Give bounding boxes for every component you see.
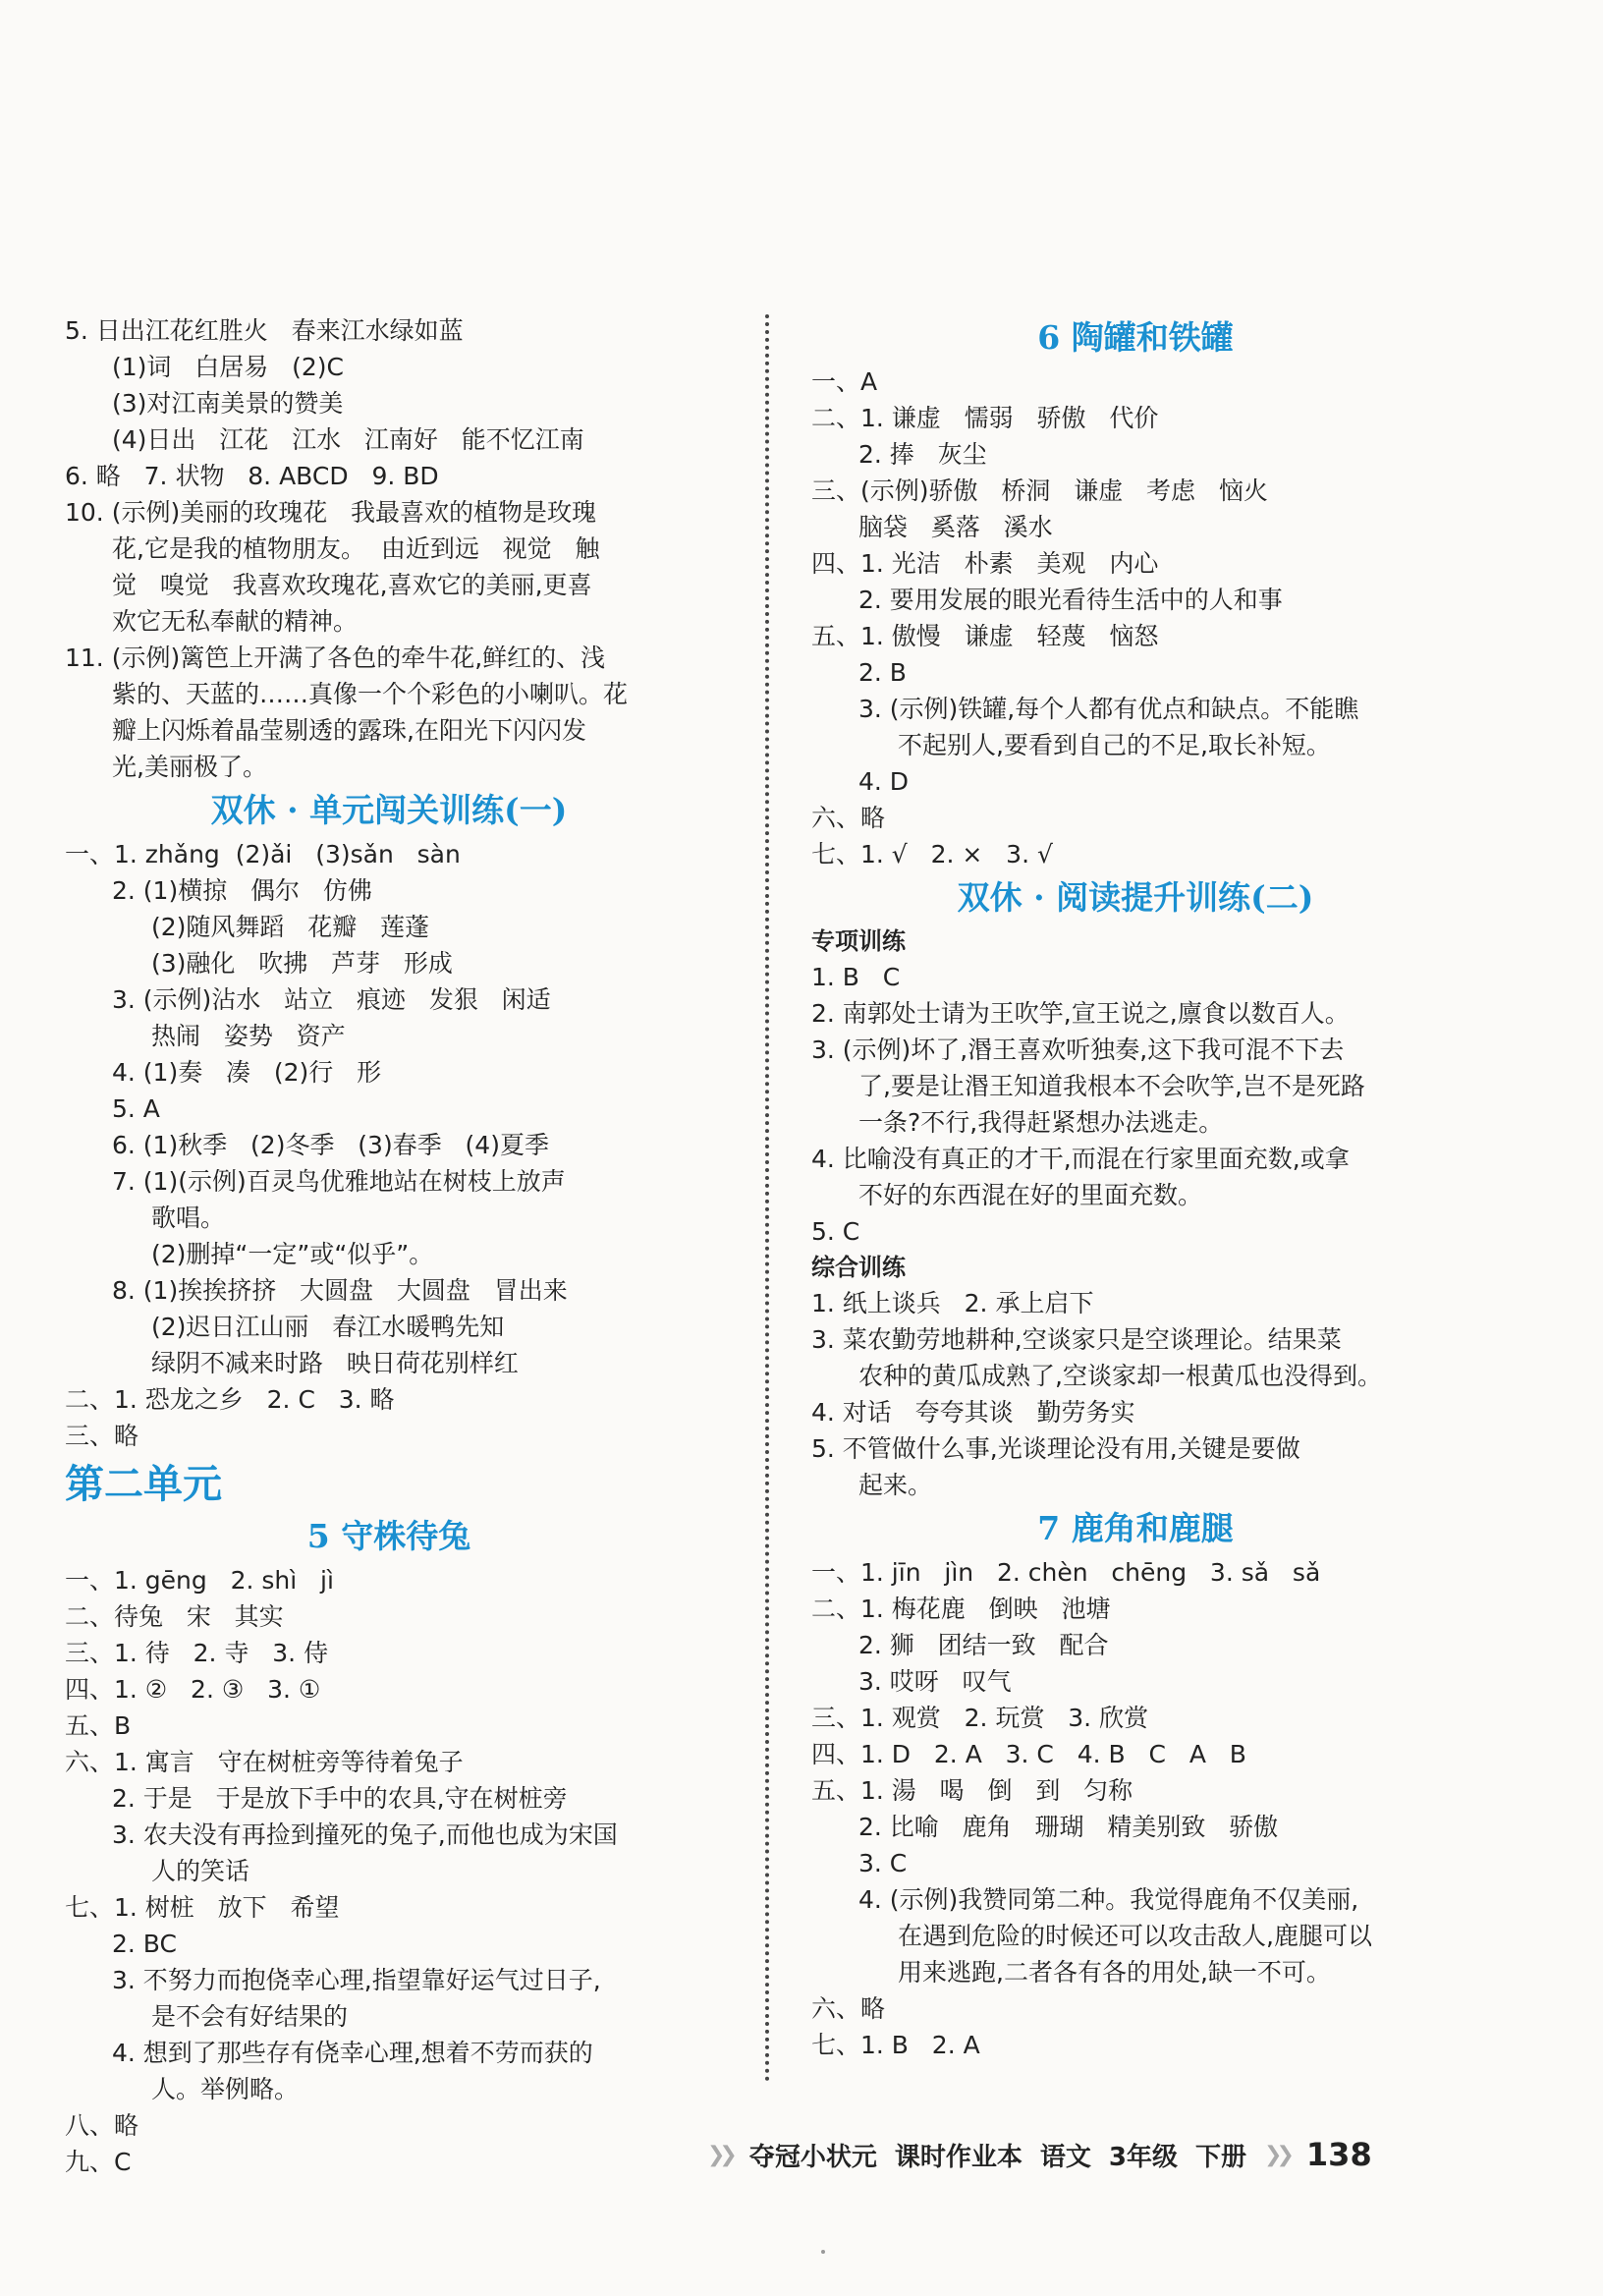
answer-line: 欢它无私奉献的精神。 [112, 607, 359, 636]
answer-line: 5. 不管做什么事,光谈理论没有用,关键是要做 [811, 1434, 1300, 1463]
answer-line: 2. 于是 于是放下手中的农具,守在树桩旁 [112, 1784, 568, 1813]
answer-line: 2. 比喻 鹿角 珊瑚 精美别致 骄傲 [858, 1813, 1279, 1841]
answer-line: 二、1. 恐龙之乡 2. C 3. 略 [65, 1385, 395, 1414]
answer-line: 三、(示例)骄傲 桥洞 谦虚 考虑 恼火 [811, 476, 1268, 505]
page-number: 138 [1305, 2136, 1372, 2173]
answer-line: 瓣上闪烁着晶莹剔透的露珠,在阳光下闪闪发 [112, 716, 586, 745]
answer-line: 3. 农夫没有再捡到撞死的兔子,而他也成为宋国 [112, 1820, 618, 1849]
answer-line: 2. 捧 灰尘 [858, 440, 987, 469]
answer-line: 5. A [112, 1094, 160, 1123]
answer-line: 四、1. 光洁 朴素 美观 内心 [811, 549, 1159, 578]
answer-line: 四、1. D 2. A 3. C 4. B C A B [811, 1740, 1246, 1768]
section-title: 7 鹿角和鹿腿 [1037, 1509, 1234, 1547]
subsection-label: 综合训练 [811, 1254, 906, 1281]
answer-line: 脑袋 奚落 溪水 [858, 513, 1053, 541]
answer-line: 绿阴不减来时路 映日荷花别样红 [151, 1349, 519, 1377]
answer-line: 一、1. jīn jìn 2. chèn chēng 3. sǎ sǎ [811, 1558, 1321, 1587]
answer-line: 六、略 [811, 1994, 886, 2023]
answer-line: 二、待兔 宋 其实 [65, 1602, 284, 1631]
answer-line: 一条?不行,我得赶紧想办法逃走。 [858, 1108, 1224, 1137]
footer-grade: 3年级 [1108, 2142, 1179, 2172]
answer-line: (3)对江南美景的赞美 [112, 389, 344, 418]
answer-line: 起来。 [858, 1471, 933, 1499]
answer-line: 五、1. 傲慢 谦虚 轻蔑 恼怒 [811, 622, 1159, 650]
answer-line: 6. (1)秋季 (2)冬季 (3)春季 (4)夏季 [112, 1131, 549, 1159]
scan-dot [821, 2250, 825, 2254]
answer-line: 五、B [65, 1711, 132, 1740]
answer-line: 11. (示例)篱笆上开满了各色的牵牛花,鲜红的、浅 [65, 644, 606, 672]
answer-line: (4)日出 江花 江水 江南好 能不忆江南 [112, 425, 584, 454]
answer-line: 七、1. 树桩 放下 希望 [65, 1893, 340, 1922]
answer-line: 七、1. √ 2. × 3. √ [811, 840, 1053, 868]
answer-line: 3. 不努力而抱侥幸心理,指望靠好运气过日子, [112, 1966, 601, 1994]
answer-line: 一、1. zhǎng (2)ǎi (3)sǎn sàn [65, 840, 461, 868]
answer-line: 8. (1)挨挨挤挤 大圆盘 大圆盘 冒出来 [112, 1276, 568, 1305]
subsection-label: 专项训练 [811, 927, 906, 955]
left-column [65, 312, 713, 2180]
answer-line: 4. D [858, 767, 910, 796]
answer-line: 3. 哎呀 叹气 [858, 1667, 1012, 1696]
answer-line: 5. 日出江花红胜火 春来江水绿如蓝 [65, 316, 464, 345]
answer-line: 2. BC [112, 1930, 177, 1958]
answer-line: 六、略 [811, 804, 886, 832]
answer-line: 二、1. 谦虚 懦弱 骄傲 代价 [811, 404, 1159, 432]
section-title: 6 陶罐和铁罐 [1037, 318, 1234, 357]
answer-line: 七、1. B 2. A [811, 2031, 980, 2059]
answer-line: 2. B [858, 658, 907, 687]
answer-line: 人的笑话 [151, 1857, 250, 1885]
answer-line: 4. (示例)我赞同第二种。我觉得鹿角不仅美丽, [858, 1885, 1359, 1914]
answer-line: 5. C [811, 1217, 860, 1246]
answer-line: 3. 菜农勤劳地耕种,空谈家只是空谈理论。结果菜 [811, 1325, 1342, 1354]
answer-line: 4. (1)奏 凑 (2)行 形 [112, 1058, 382, 1087]
footer-volume: 下册 [1195, 2142, 1247, 2172]
answer-line: 在遇到危险的时候还可以攻击敌人,鹿腿可以 [898, 1922, 1372, 1950]
section-title: 双休 · 阅读提升训练(二) [957, 878, 1314, 917]
right-column [811, 312, 1460, 2063]
answer-line: 一、1. gēng 2. shì jì [65, 1566, 334, 1595]
footer-subject: 语文 [1039, 2142, 1091, 2172]
answer-line: (2)随风舞蹈 花瓣 莲蓬 [151, 913, 430, 941]
answer-line: (1)词 白居易 (2)C [112, 353, 344, 381]
answer-line: 4. 比喻没有真正的才干,而混在行家里面充数,或拿 [811, 1145, 1350, 1173]
answer-line: 三、1. 观赏 2. 玩赏 3. 欣赏 [811, 1704, 1149, 1732]
answer-line: 用来逃跑,二者各有各的用处,缺一不可。 [898, 1958, 1331, 1987]
answer-line: 光,美丽极了。 [112, 753, 267, 781]
answer-line: 歌唱。 [151, 1204, 226, 1232]
answer-line: 3. (示例)沾水 站立 痕迹 发狠 闲适 [112, 985, 551, 1014]
answer-line: 7. (1)(示例)百灵鸟优雅地站在树枝上放声 [112, 1167, 566, 1196]
answer-line: 八、略 [65, 2111, 139, 2140]
answer-line: (2)迟日江山丽 春江水暖鸭先知 [151, 1313, 505, 1341]
answer-line: 三、1. 待 2. 寺 3. 侍 [65, 1639, 329, 1667]
answer-line: 花,它是我的植物朋友。 由近到远 视觉 触 [112, 534, 600, 563]
answer-line: 二、1. 梅花鹿 倒映 池塘 [811, 1595, 1111, 1623]
answer-line: 人。举例略。 [151, 2075, 300, 2103]
chevron-right-icon: ❯❯ [1264, 2142, 1289, 2167]
answer-line: 2. (1)横掠 偶尔 仿佛 [112, 876, 372, 905]
answer-line: 4. 对话 夸夸其谈 勤劳务实 [811, 1398, 1135, 1427]
answer-line: 2. 狮 团结一致 配合 [858, 1631, 1109, 1659]
chevron-right-icon: ❯❯ [707, 2142, 732, 2167]
column-divider [765, 314, 769, 2083]
answer-line: 10. (示例)美丽的玫瑰花 我最喜欢的植物是玫瑰 [65, 498, 597, 527]
answer-line: 1. B C [811, 963, 901, 991]
page-footer [707, 2132, 1372, 2177]
answer-line: 2. 南郭处士请为王吹竽,宣王说之,廪食以数百人。 [811, 999, 1350, 1028]
unit-title: 第二单元 [65, 1461, 222, 1507]
answer-line: 农种的黄瓜成熟了,空谈家却一根黄瓜也没得到。 [858, 1362, 1382, 1390]
answer-line: 四、1. ② 2. ③ 3. ① [65, 1675, 321, 1704]
answer-line: 紫的、天蓝的……真像一个个彩色的小喇叭。花 [112, 680, 629, 708]
answer-line: (3)融化 吹拂 芦芽 形成 [151, 949, 453, 978]
answer-line: 热闹 姿势 资产 [151, 1022, 346, 1050]
answer-line: 了,要是让湣王知道我根本不会吹竽,岂不是死路 [858, 1072, 1365, 1100]
answer-line: 三、略 [65, 1422, 139, 1450]
section-title: 双休 · 单元闯关训练(一) [210, 791, 568, 829]
answer-line: 3. (示例)坏了,湣王喜欢听独奏,这下我可混不下去 [811, 1036, 1345, 1064]
answer-line: 1. 纸上谈兵 2. 承上启下 [811, 1289, 1094, 1317]
answer-line: 不起别人,要看到自己的不足,取长补短。 [898, 731, 1331, 759]
answer-line: 是不会有好结果的 [151, 2002, 349, 2031]
answer-line: (2)删掉“一定”或“似乎”。 [151, 1240, 434, 1268]
answer-line: 六、1. 寓言 守在树桩旁等待着兔子 [65, 1748, 464, 1776]
answer-line: 3. (示例)铁罐,每个人都有优点和缺点。不能瞧 [858, 695, 1359, 723]
answer-line: 6. 略 7. 状物 8. ABCD 9. BD [65, 462, 439, 490]
answer-line: 2. 要用发展的眼光看待生活中的人和事 [858, 586, 1283, 614]
answer-line: 五、1. 湯 喝 倒 到 匀称 [811, 1776, 1133, 1805]
answer-line: 一、A [811, 367, 878, 396]
answer-line: 九、C [65, 2148, 132, 2176]
answer-line: 不好的东西混在好的里面充数。 [858, 1181, 1203, 1209]
footer-book: 课时作业本 [894, 2142, 1023, 2172]
section-title: 5 守株待兔 [306, 1517, 471, 1555]
answer-line: 觉 嗅觉 我喜欢玫瑰花,喜欢它的美丽,更喜 [112, 571, 592, 599]
answer-line: 4. 想到了那些存有侥幸心理,想着不劳而获的 [112, 2039, 593, 2067]
footer-brand: 夺冠小状元 [748, 2142, 877, 2172]
answer-line: 3. C [858, 1849, 908, 1877]
